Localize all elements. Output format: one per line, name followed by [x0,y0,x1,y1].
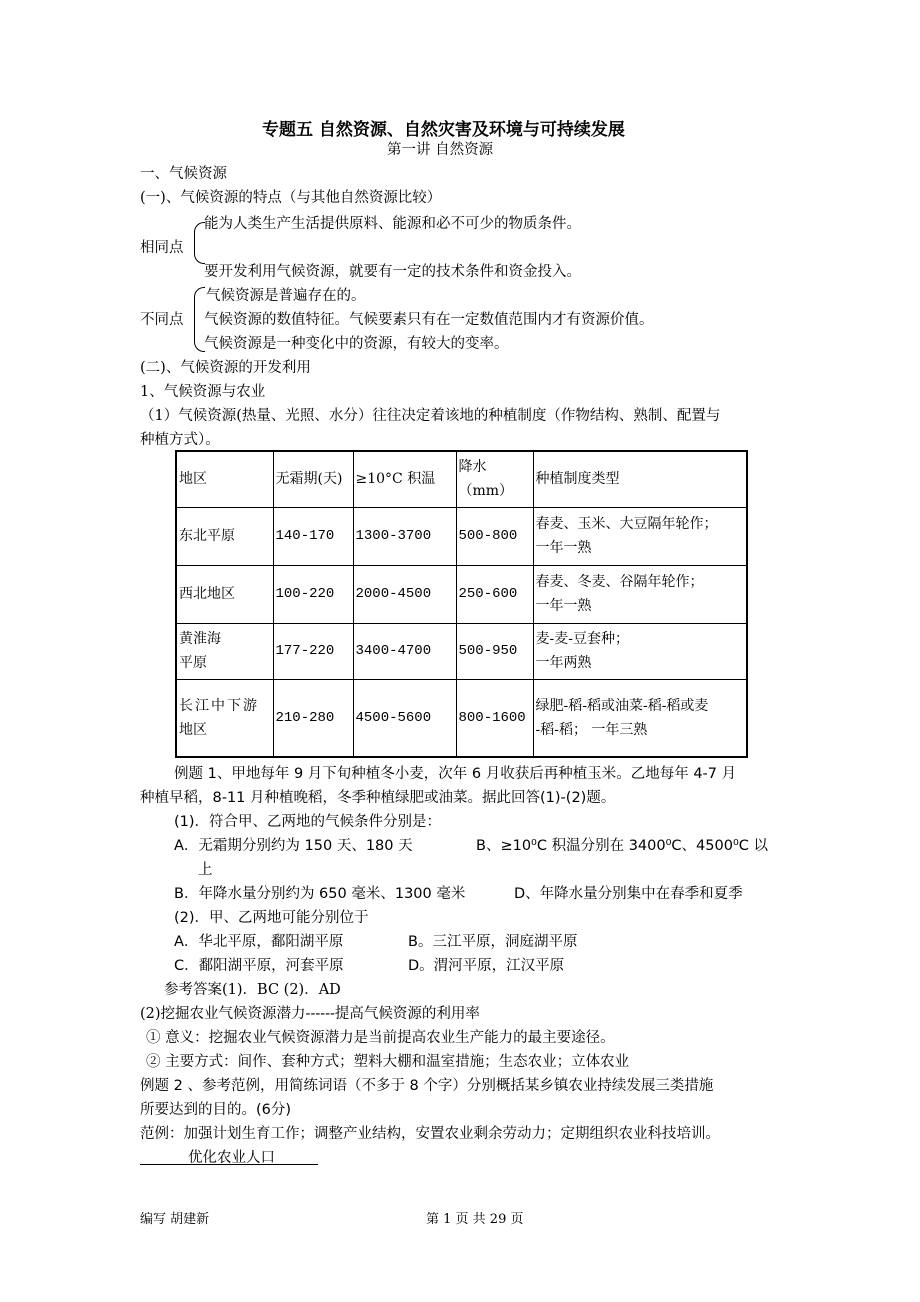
table-cell: 500-800 [456,507,533,565]
paragraph: 种植方式）。 [140,432,220,448]
example-text: 种植早稻，8-11 月种植晚稻，冬季种植绿肥或油菜。据此回答(1)-(2)题。 [140,790,616,806]
option-b: B。三江平原，洞庭湖平原 [408,934,578,950]
footer-author: 编写 胡建新 [140,1212,210,1227]
table-cell: 177-220 [273,623,353,679]
example-text: 所要达到的目的。(6分) [140,1102,292,1118]
option-b: B、≥10⁰C 积温分别在 3400⁰C、4500⁰C 以 [476,838,768,854]
diff-item: 气候资源的数值特征。气候要素只有在一定数值范围内才有资源价值。 [204,312,654,328]
table-cell: 1300-3700 [353,507,456,565]
same-item: 要开发利用气候资源，就要有一定的技术条件和资金投入。 [204,264,581,280]
table-row [176,623,747,679]
item-heading: 1、气候资源与农业 [140,384,266,400]
option-b-cont: 上 [198,862,213,878]
question: (1)．符合甲、乙两地的气候条件分别是： [174,814,442,830]
diff-item: 气候资源是普遍存在的。 [206,288,366,304]
table-cell: 长江中下游 地区 [176,679,273,757]
diff-label: 不同点 [140,312,184,328]
page-subtitle: 第一讲 自然资源 [387,142,494,158]
crop-table [175,450,748,758]
table-row [176,679,747,757]
table-cell: 春麦、冬麦、谷隔年轮作； 一年一熟 [533,565,747,623]
table-cell: 800-1600 [456,679,533,757]
example-text: 例题 2 、参考范例，用简练词语（不多于 8 个字）分别概括某乡镇农业持续发展三类措施 [140,1078,714,1094]
page-title: 专题五 自然资源、自然灾害及环境与可持续发展 [262,120,625,140]
option-d: D、年降水量分别集中在春季和夏季 [514,886,743,902]
same-item: 能为人类生产生活提供原料、能源和必不可少的物质条件。 [204,216,581,232]
table-header: 无霜期(天) [273,451,353,507]
table-cell: 250-600 [456,565,533,623]
same-label: 相同点 [140,240,184,256]
sample-answer: 优化农业人口 [188,1150,275,1166]
question: (2)．甲、乙两地可能分别位于 [174,910,369,926]
table-cell: 2000-4500 [353,565,456,623]
subsection-heading: (一)、气候资源的特点（与其他自然资源比较） [140,190,442,206]
table-cell: 东北平原 [176,507,273,565]
diff-item: 气候资源是一种变化中的资源，有较大的变率。 [204,336,509,352]
answer: 参考答案(1)．BC (2)．AD [164,982,341,998]
table-cell: 春麦、玉米、大豆隔年轮作； 一年一熟 [533,507,747,565]
table-row [176,507,747,565]
table-cell: 100-220 [273,565,353,623]
section-heading: 一、气候资源 [140,166,227,182]
option-c: B．年降水量分别约为 650 毫米、1300 毫米 [174,886,466,902]
answer-blank [140,1146,318,1165]
footer-page-number: 第 1 页 共 29 页 [426,1212,524,1227]
table-header-row [176,451,747,507]
table-cell: 140-170 [273,507,353,565]
table-header: 地区 [176,451,273,507]
table-header: 种植制度类型 [533,451,747,507]
option-a: A．华北平原，鄱阳湖平原 [174,934,344,950]
table-cell: 绿肥-稻-稻或油菜-稻-稻或麦 -稻-稻； 一年三熟 [533,679,747,757]
option-c: C．鄱阳湖平原，河套平原 [174,958,344,974]
table-header: 降水（mm） [456,451,533,507]
table-cell: 3400-4700 [353,623,456,679]
option-a: A．无霜期分别约为 150 天、180 天 [174,838,413,854]
point: ① 意义：挖掘农业气候资源潜力是当前提高农业生产能力的最主要途径。 [146,1030,615,1046]
table-row [176,565,747,623]
paragraph: (2)挖掘农业气候资源潜力------提高气候资源的利用率 [140,1006,480,1022]
table-cell: 麦-麦-豆套种； 一年两熟 [533,623,747,679]
table-cell: 黄淮海 平原 [176,623,273,679]
table-cell: 西北地区 [176,565,273,623]
sample-text: 范例：加强计划生育工作；调整产业结构，安置农业剩余劳动力；定期组织农业科技培训。 [140,1126,720,1142]
table-cell: 4500-5600 [353,679,456,757]
subsection-heading: (二)、气候资源的开发利用 [140,360,311,376]
option-d: D。渭河平原，江汉平原 [408,958,565,974]
point: ② 主要方式：间作、套种方式；塑料大棚和温室措施；生态农业；立体农业 [146,1054,630,1070]
paragraph: （1）气候资源(热量、光照、水分）往往决定着该地的种植制度（作物结构、熟制、配置与 [140,408,721,424]
table-header: ≥10°C 积温 [353,451,456,507]
example-text: 例题 1、甲地每年 9 月下旬种植冬小麦，次年 6 月收获后再种植玉米。乙地每年 4-7 月 [174,766,737,782]
table-cell: 500-950 [456,623,533,679]
table-cell: 210-280 [273,679,353,757]
